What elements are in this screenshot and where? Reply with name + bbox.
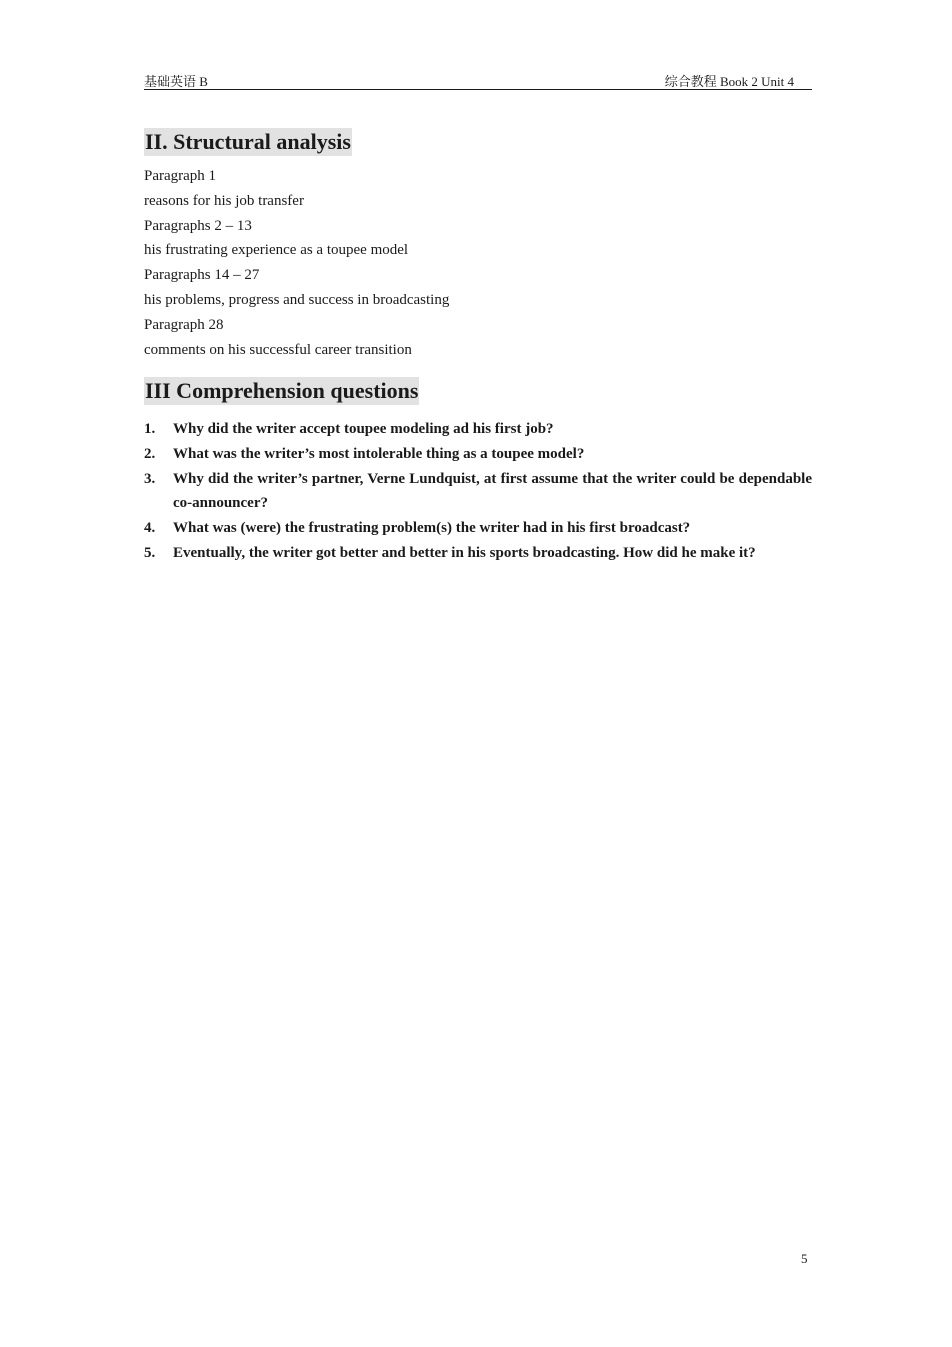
comprehension-question [144, 417, 812, 442]
question-text: What was (were) the frustrating problem(s) the writer had in his first broadcast? [173, 520, 691, 537]
question-text: Eventually, the writer got better and better in his sports broadcasting. How did he make it? [173, 544, 756, 561]
question-number: 4. [144, 520, 156, 537]
question-number: 5. [144, 544, 156, 561]
paragraph-range-label: Paragraphs 14 – 27 [144, 267, 260, 284]
comprehension-question [144, 516, 812, 541]
comprehension-question [144, 467, 812, 517]
structural-analysis-list [144, 164, 812, 362]
structural-analysis-section [144, 128, 812, 362]
paragraph-range-label: Paragraph 28 [144, 316, 224, 333]
comprehension-question-list [144, 417, 812, 566]
question-text: Why did the writer’s partner, Verne Lundquist, at first assume that the writer could be dependable co-announcer? [173, 470, 812, 512]
comprehension-section [144, 377, 812, 566]
header-course-name: 基础英语 B [144, 74, 208, 89]
header-book-unit: 综合教程 Book 2 Unit 4 [664, 74, 794, 89]
question-number: 1. [144, 421, 156, 437]
page-header [144, 70, 812, 90]
question-number: 2. [144, 445, 156, 462]
comprehension-question [144, 442, 812, 467]
page-number: 5 [801, 1251, 808, 1266]
question-text: What was the writer’s most intolerable thing as a toupee model? [173, 445, 585, 462]
paragraph-range-label: Paragraph 1 [144, 168, 217, 184]
question-text: Why did the writer accept toupee modeling ad his first job? [173, 421, 554, 437]
paragraph-summary: reasons for his job transfer [144, 192, 304, 209]
structural-analysis-heading: II. Structural analysis [145, 129, 351, 154]
question-number: 3. [144, 470, 156, 487]
comprehension-question [144, 541, 812, 566]
paragraph-summary: his frustrating experience as a toupee model [144, 242, 409, 259]
comprehension-heading: III Comprehension questions [145, 378, 419, 403]
paragraph-summary: comments on his successful career transition [144, 341, 412, 358]
paragraph-summary: his problems, progress and success in broadcasting [144, 291, 450, 308]
paragraph-range-label: Paragraphs 2 – 13 [144, 217, 252, 234]
